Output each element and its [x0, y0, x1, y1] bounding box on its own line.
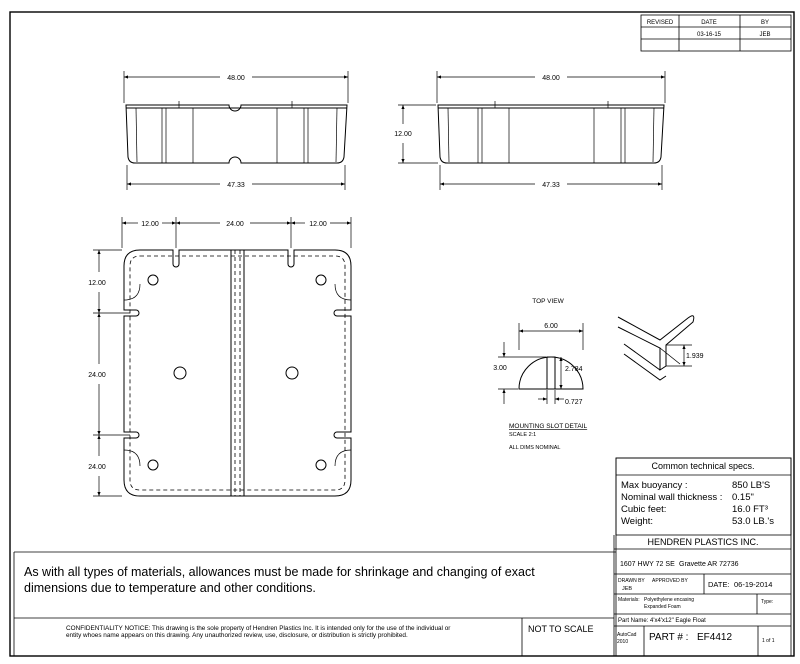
software-name: AutoCad [617, 632, 637, 638]
company-name: HENDREN PLASTICS INC. [647, 537, 759, 547]
top-view-label: TOP VIEW [532, 298, 564, 305]
dim-iso-label: 1.939 [686, 353, 704, 360]
notice-line2: dimensions due to temperature and other conditions. [24, 581, 316, 595]
not-to-scale: NOT TO SCALE [528, 624, 594, 634]
rev-header-date: DATE [701, 20, 717, 26]
spec-label-cubic: Cubic feet: [621, 504, 667, 515]
side-view-right [438, 101, 664, 163]
dim-plan-left-mid: 24.00 [88, 372, 106, 379]
materials-label: Materials: [618, 597, 640, 603]
spec-value-cubic: 16.0 FT³ [732, 504, 768, 515]
spec-value-weight: 53.0 LB.'s [732, 516, 774, 527]
rev-header-revised: REVISED [646, 20, 674, 26]
dim-plan-top-mid: 24.00 [226, 221, 244, 228]
dim-side-left-bottom-label: 47.33 [227, 182, 245, 189]
dim-side-right-bottom-label: 47.33 [542, 182, 560, 189]
confidentiality-line1: CONFIDENTIALITY NOTICE: This drawing is the sole property of Hendren Plastics Inc. It is intended only for the use of the individual or [66, 625, 451, 632]
part-number: EF4412 [697, 632, 733, 643]
specs-title: Common technical specs. [651, 461, 755, 471]
dim-slot-depth: 2.784 [565, 366, 583, 373]
dim-slot-height: 3.00 [493, 365, 507, 372]
side-view-left [126, 101, 347, 163]
dim-plan-left-top: 12.00 [88, 280, 106, 287]
dim-slot-gap: 0.727 [565, 399, 583, 406]
spec-label-weight: Weight: [621, 516, 654, 527]
drawing-date: 06-19-2014 [734, 580, 773, 589]
slot-detail-scale: SCALE 2:1 [509, 432, 537, 438]
dim-plan-top-left: 12.00 [141, 221, 159, 228]
confidentiality-line2: entity whoes name appears on this drawing. Any unauthorized review, use, disclosure, or distribution is strictly prohibited. [66, 632, 408, 639]
software-version: 2010 [617, 639, 629, 645]
spec-label-buoyancy: Max buoyancy : [621, 480, 688, 491]
drawn-by-label: DRAWN BY [618, 578, 645, 584]
dim-side-left-top-label: 48.00 [227, 75, 245, 82]
materials-line2: Expanded Foam [644, 604, 681, 610]
date-label: DATE: [708, 580, 730, 589]
plan-view [124, 250, 351, 496]
dim-height-label: 12.00 [394, 131, 412, 138]
slot-detail-iso-view [618, 316, 694, 380]
dim-slot-width: 6.00 [544, 323, 558, 330]
slot-detail-title: MOUNTING SLOT DETAIL [509, 423, 588, 430]
dim-side-right-top-label: 48.00 [542, 75, 560, 82]
approved-by-label: APPROVED BY [652, 578, 688, 584]
part-name: 4'x4'x12" Eagle Float [650, 618, 706, 624]
spec-value-wall: 0.15" [732, 492, 754, 503]
spec-value-buoyancy: 850 LB'S [732, 480, 771, 491]
company-city: Gravette AR 72736 [679, 561, 739, 568]
dim-plan-top-right: 12.00 [309, 221, 327, 228]
rev-header-by: BY [760, 20, 770, 26]
type-label: Type: [761, 599, 774, 605]
company-address: 1607 HWY 72 SE [620, 561, 675, 568]
part-number-label: PART # : [649, 632, 689, 643]
drawing-border [10, 12, 794, 656]
slot-detail-top-view [519, 357, 583, 389]
part-name-label: Part Name: [618, 618, 649, 624]
rev-by: JEB [759, 32, 771, 38]
materials-line1: Polyethylene encasing [644, 597, 695, 603]
slot-detail-nominal: ALL DIMS NOMINAL [509, 445, 561, 451]
rev-date: 03-16-15 [696, 32, 722, 38]
spec-label-wall: Nominal wall thickness : [621, 492, 723, 503]
dim-plan-left-bottom: 24.00 [88, 464, 106, 471]
drawn-by: JEB [622, 586, 633, 592]
notice-line1: As with all types of materials, allowances must be made for shrinkage and changing of exact [24, 565, 535, 579]
sheet-number: 1 of 1 [762, 638, 775, 644]
